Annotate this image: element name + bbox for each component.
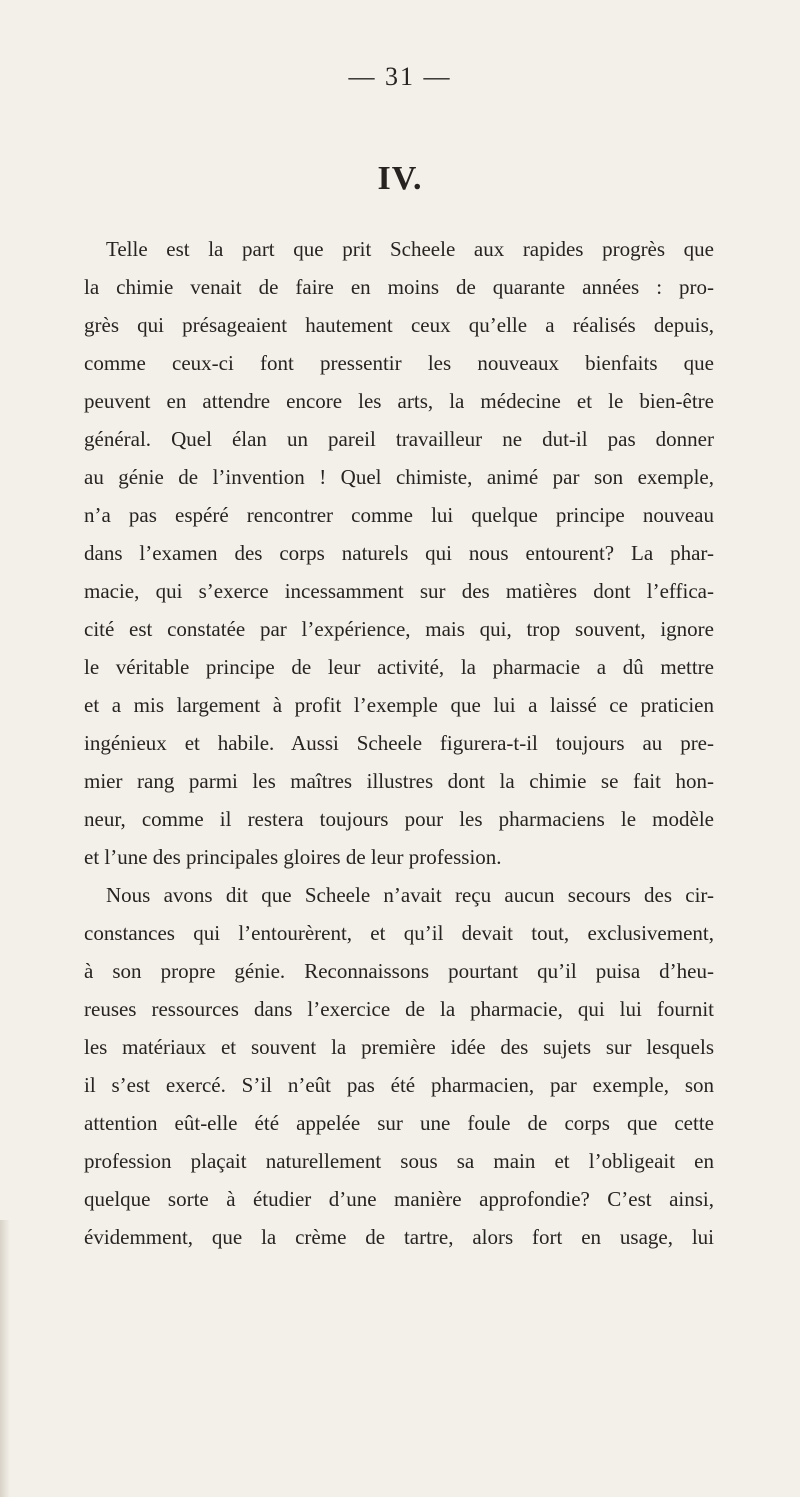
page-binding-shadow	[0, 1220, 10, 1497]
text-line: évidemment, que la crème de tartre, alors fort en usage, lui	[84, 1225, 714, 1249]
text-line: cité est constatée par l’expérience, mais qui, trop souvent, ignore	[84, 617, 714, 641]
text-line: mier rang parmi les maîtres illustres dont la chimie se fait hon-	[84, 769, 714, 793]
page-number: — 31 —	[348, 62, 452, 91]
text-line: la chimie venait de faire en moins de quarante années : pro-	[84, 275, 714, 299]
text-line: quelque sorte à étudier d’une manière approfondie? C’est ainsi,	[84, 1187, 714, 1211]
text-line: reuses ressources dans l’exercice de la pharmacie, qui lui fournit	[84, 997, 714, 1021]
text-line: au génie de l’invention ! Quel chimiste, animé par son exemple,	[84, 465, 714, 489]
text-line: à son propre génie. Reconnaissons pourtant qu’il puisa d’heu-	[84, 959, 714, 983]
text-line: neur, comme il restera toujours pour les pharmaciens le modèle	[84, 807, 714, 831]
text-line: peuvent en attendre encore les arts, la médecine et le bien-être	[84, 389, 714, 413]
text-line: les matériaux et souvent la première idée des sujets sur lesquels	[84, 1035, 714, 1059]
body-text	[84, 230, 714, 1256]
text-line: et a mis largement à profit l’exemple que lui a laissé ce praticien	[84, 693, 714, 717]
text-line: constances qui l’entourèrent, et qu’il devait tout, exclusivement,	[84, 921, 714, 945]
text-line: il s’est exercé. S’il n’eût pas été pharmacien, par exemple, son	[84, 1073, 714, 1097]
text-line: Telle est la part que prit Scheele aux rapides progrès que	[106, 237, 714, 261]
text-line: dans l’examen des corps naturels qui nous entourent? La phar-	[84, 541, 714, 565]
text-line: grès qui présageaient hautement ceux qu’elle a réalisés depuis,	[84, 313, 714, 337]
text-line: profession plaçait naturellement sous sa main et l’obligeait en	[84, 1149, 714, 1173]
text-line: attention eût-elle été appelée sur une foule de corps que cette	[84, 1111, 714, 1135]
text-line: le véritable principe de leur activité, la pharmacie a dû mettre	[84, 655, 714, 679]
text-line: Nous avons dit que Scheele n’avait reçu aucun secours des cir-	[106, 883, 714, 907]
text-line: ingénieux et habile. Aussi Scheele figurera-t-il toujours au pre-	[84, 731, 714, 755]
text-line: n’a pas espéré rencontrer comme lui quelque principe nouveau	[84, 503, 714, 527]
text-line: et l’une des principales gloires de leur profession.	[84, 845, 502, 869]
text-line: macie, qui s’exerce incessamment sur des matières dont l’effica-	[84, 579, 714, 603]
section-title: IV.	[377, 160, 423, 197]
text-line: général. Quel élan un pareil travailleur ne dut-il pas donner	[84, 427, 714, 451]
text-line: comme ceux-ci font pressentir les nouveaux bienfaits que	[84, 351, 714, 375]
